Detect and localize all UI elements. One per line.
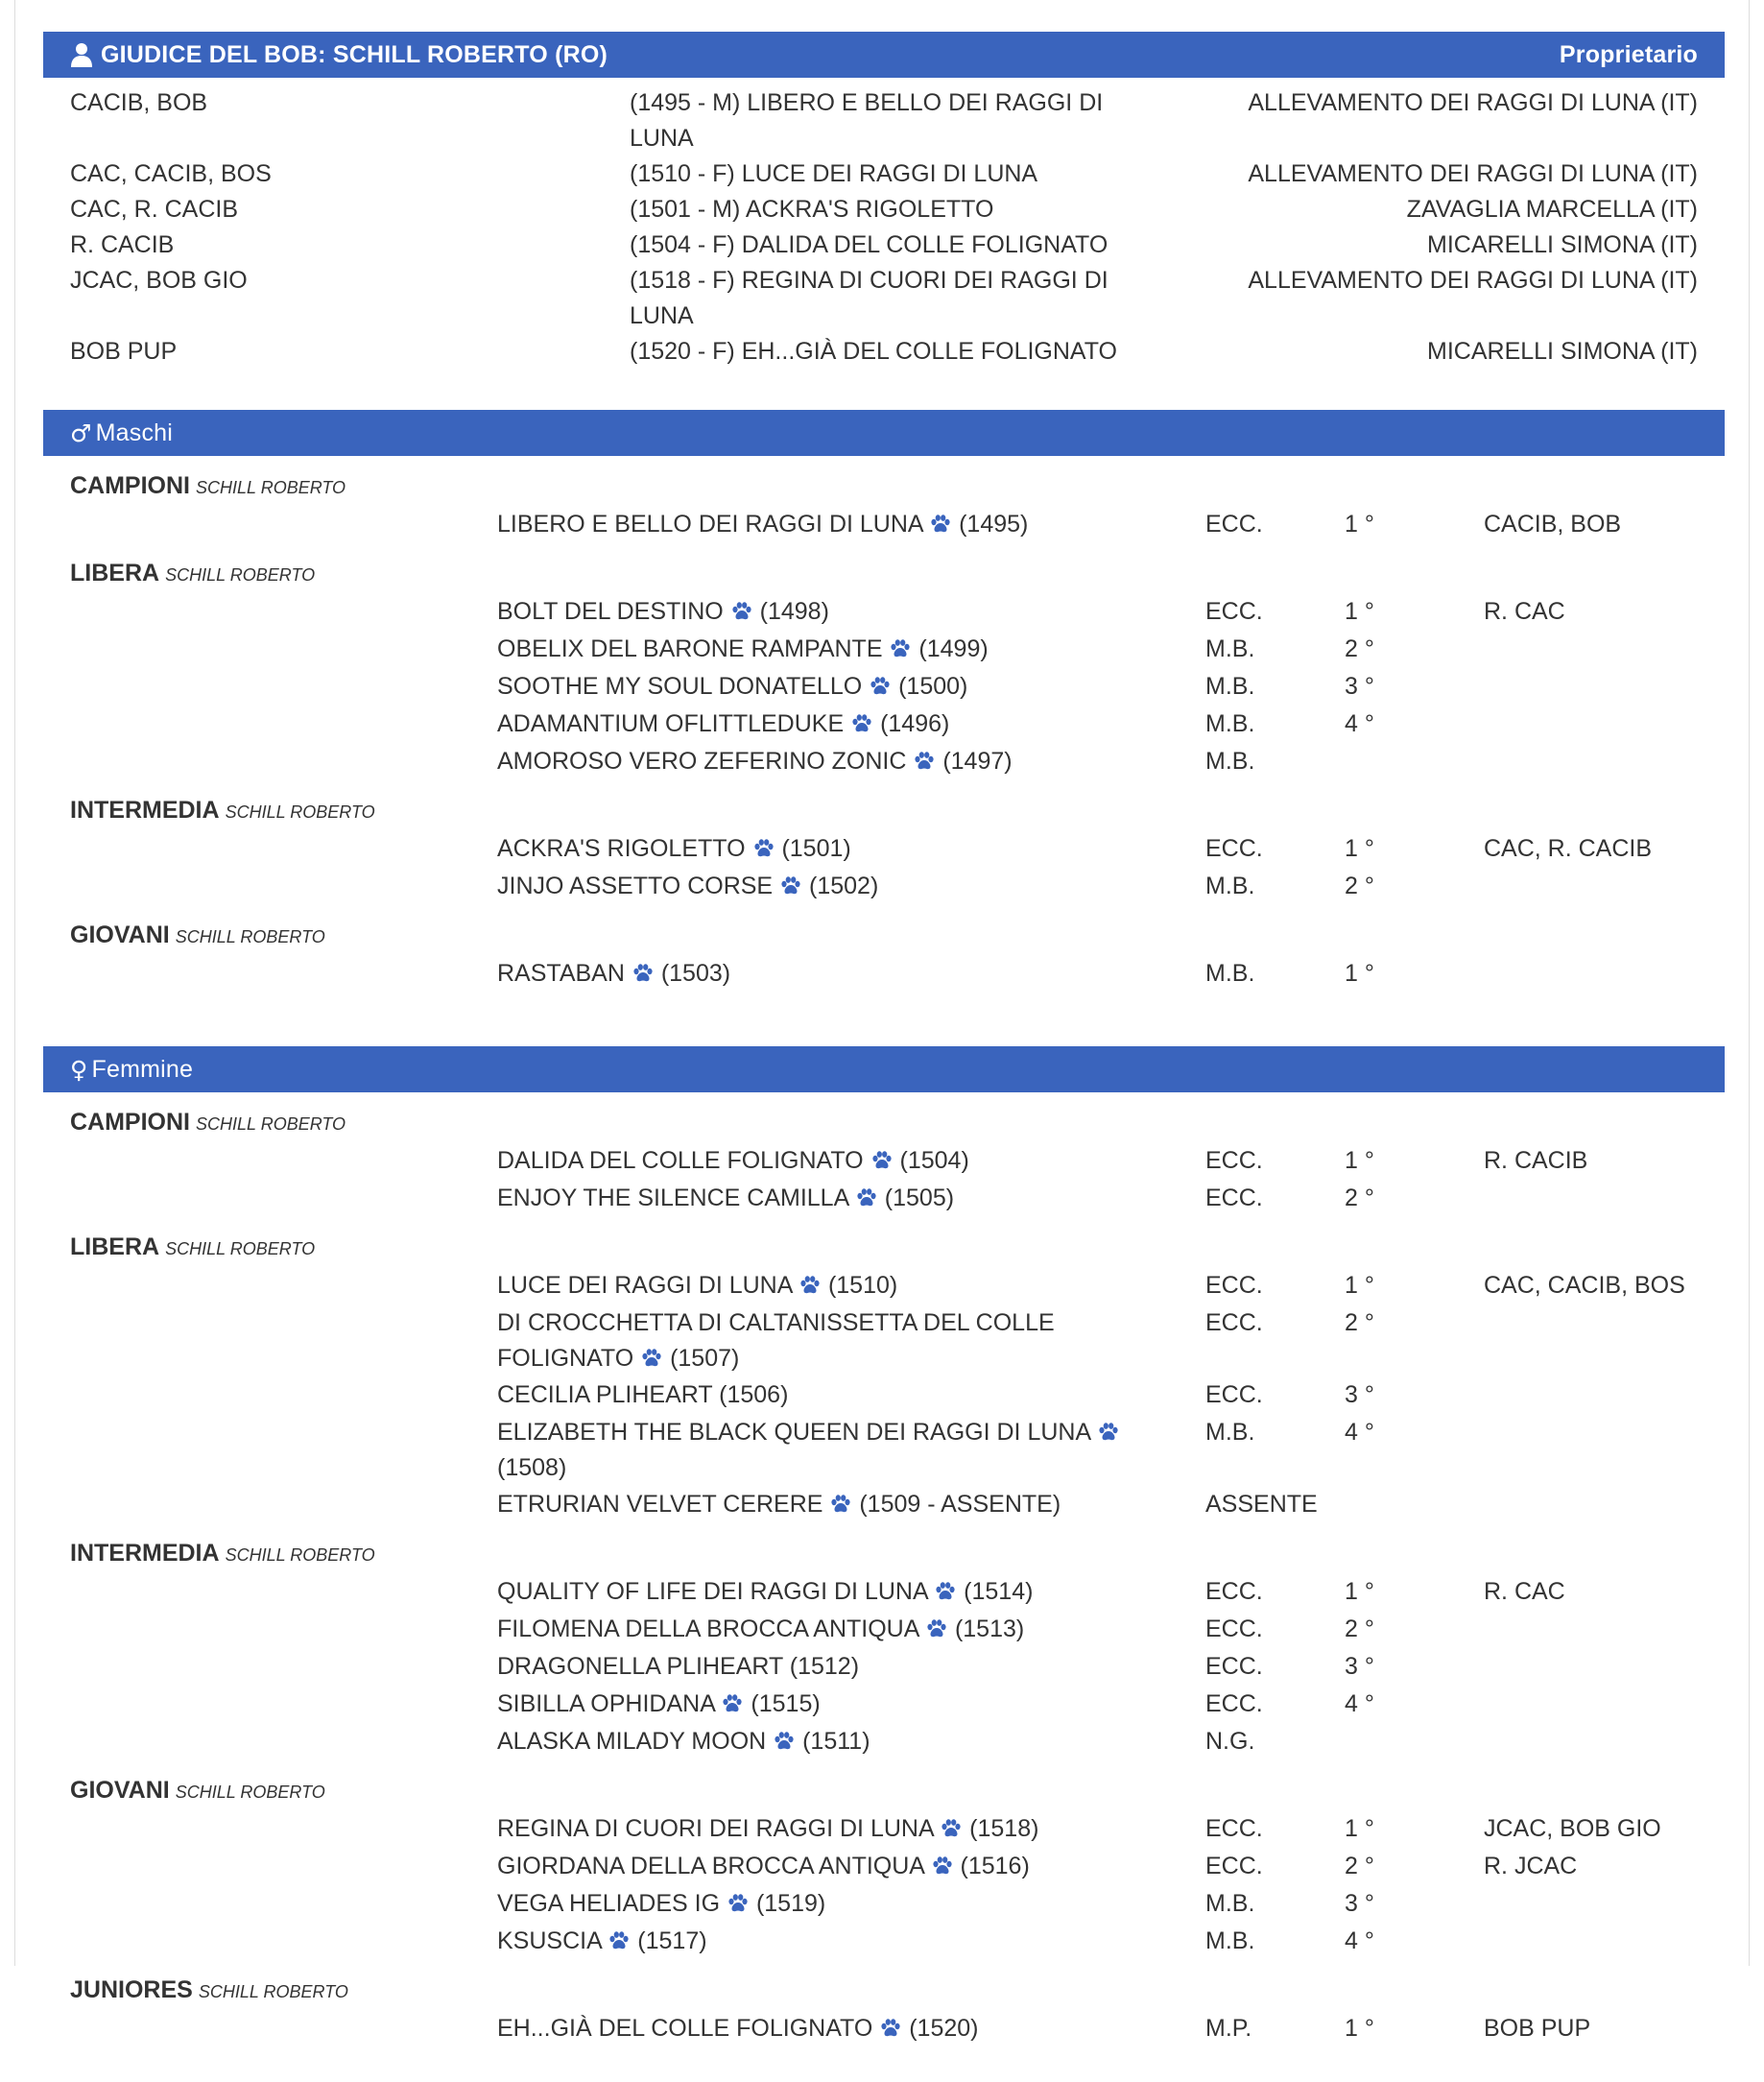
bob-dog-link[interactable]: (1501 - M) ACKRA'S RIGOLETTO [630,196,994,223]
entry-row [43,1304,1725,1376]
catalog-number: (1518) [969,1815,1039,1842]
catalog-number: (1504) [899,1147,969,1174]
entry-row [43,1486,1725,1523]
entry-row [43,1142,1725,1180]
entry-row [43,743,1725,780]
dog-name-link[interactable]: QUALITY OF LIFE DEI RAGGI DI LUNA [497,1578,928,1605]
class-header [43,1960,1725,2006]
qualification: ECC. [1205,1147,1263,1174]
bob-row [43,156,1725,192]
class-header [43,1092,1725,1138]
dog-name-link[interactable]: LIBERO E BELLO DEI RAGGI DI LUNA [497,511,923,538]
catalog-number: (1510) [827,1272,898,1299]
paw-icon[interactable] [774,1732,795,1751]
class-header [43,905,1725,951]
placement: 4 ° [1345,1927,1374,1954]
catalog-number: (1519) [755,1890,826,1917]
class-name: LIBERA [70,1233,160,1260]
catalog-number: (1500) [898,673,968,700]
section-maschi [43,410,1725,1027]
entry-row [43,1885,1725,1923]
entry-name [497,706,1131,742]
qualification: ECC. [1205,1653,1263,1680]
dog-name-link[interactable]: DALIDA DEL COLLE FOLIGNATO [497,1147,864,1174]
dog-name-link[interactable]: DRAGONELLA PLIHEART [497,1653,783,1680]
entry-row [43,1376,1725,1414]
paw-icon[interactable] [856,1188,877,1208]
section-femmine [43,1046,1725,2082]
entry-row [43,2010,1725,2047]
section-title: Femmine [91,1055,194,1083]
bob-award: R. CACIB [70,231,175,258]
class-sections [43,410,1725,2082]
bob-award: JCAC, BOB GIO [70,267,248,294]
paw-icon[interactable] [930,515,951,534]
entry-name [497,668,1131,705]
bob-dog-link[interactable]: (1504 - F) DALIDA DEL COLLE FOLIGNATO [630,231,1108,258]
bob-row [43,334,1725,370]
catalog-number: (1498) [759,598,829,625]
dog-name-link[interactable]: ALASKA MILADY MOON [497,1728,767,1755]
dog-name-link[interactable]: BOLT DEL DESTINO [497,598,724,625]
paw-icon[interactable] [851,714,872,733]
placement: 1 ° [1345,1815,1374,1842]
entry-row [43,955,1725,993]
bob-award: CACIB, BOB [70,89,208,116]
placement: 1 ° [1345,2015,1374,2042]
dog-name-link[interactable]: ACKRA'S RIGOLETTO [497,835,746,862]
bob-dog-link[interactable]: (1518 - F) REGINA DI CUORI DEI RAGGI DI LUNA [630,267,1108,329]
placement: 3 ° [1345,673,1374,700]
qualification: M.B. [1205,1890,1255,1917]
qualification: ECC. [1205,1615,1263,1642]
qualification: ECC. [1205,1309,1263,1336]
class-name: GIOVANI [70,1777,170,1804]
paw-icon[interactable] [941,1819,962,1838]
section-header [43,410,1725,456]
class-name: CAMPIONI [70,1109,190,1136]
entry-row [43,1810,1725,1848]
qualification: M.B. [1205,635,1255,662]
catalog-number: (1496) [880,710,950,737]
placement: 1 ° [1345,1272,1374,1299]
class-judge: SCHILL ROBERTO [175,1783,325,1802]
dog-name-link[interactable]: SOOTHE MY SOUL DONATELLO [497,673,863,700]
bob-award: CAC, R. CACIB [70,196,239,223]
qualification: N.G. [1205,1728,1255,1755]
entry-row [43,1611,1725,1648]
entry-name [497,1142,1131,1179]
entry-name [497,1304,1131,1376]
entry-name [497,1810,1131,1847]
class-header [43,1760,1725,1807]
results-content [43,32,1725,2082]
catalog-number: (1512) [789,1653,860,1680]
class-judge: SCHILL ROBERTO [165,1239,316,1258]
entry-row [43,593,1725,631]
entry-name [497,2010,1131,2046]
bob-row [43,85,1725,156]
placement: 1 ° [1345,835,1374,862]
entry-row [43,1648,1725,1686]
placement: 4 ° [1345,710,1374,737]
placement: 1 ° [1345,511,1374,538]
entry-row [43,1180,1725,1217]
catalog-number: (1517) [637,1927,707,1954]
paw-icon[interactable] [780,876,801,896]
placement: 2 ° [1345,1185,1374,1211]
bob-dog-link[interactable]: (1510 - F) LUCE DEI RAGGI DI LUNA [630,160,1038,187]
bob-owner: MICARELLI SIMONA (IT) [1427,338,1698,365]
catalog-number: (1508) [497,1454,567,1481]
catalog-number: (1506) [719,1381,789,1408]
entry-name [497,1686,1131,1722]
entry-name [497,1611,1131,1647]
dog-name-link[interactable]: VEGA HELIADES IG [497,1890,721,1917]
entry-row [43,1414,1725,1486]
paw-icon[interactable] [880,2019,901,2038]
class-judge: SCHILL ROBERTO [175,927,325,946]
paw-icon[interactable] [932,1856,953,1876]
dog-name-link[interactable]: CECILIA PLIHEART [497,1381,713,1408]
placement: 1 ° [1345,598,1374,625]
paw-icon[interactable] [935,1582,956,1601]
catalog-number: (1511) [802,1728,870,1755]
dog-name-link[interactable]: FILOMENA DELLA BROCCA ANTIQUA [497,1615,919,1642]
class-name: CAMPIONI [70,472,190,499]
class-judge: SCHILL ROBERTO [225,1545,375,1565]
placement: 1 ° [1345,1578,1374,1605]
dog-name-link[interactable]: EH...GIÀ DEL COLLE FOLIGNATO [497,2015,873,2042]
catalog-number: (1501) [781,835,851,862]
qualification: M.B. [1205,960,1255,987]
qualification: ECC. [1205,1815,1263,1842]
entry-row [43,1923,1725,1960]
paw-icon[interactable] [914,752,935,771]
dog-name-link[interactable]: LUCE DEI RAGGI DI LUNA [497,1272,793,1299]
section-title: Maschi [95,419,174,446]
class-judge: SCHILL ROBERTO [165,565,316,585]
placement: 3 ° [1345,1381,1374,1408]
catalog-number: (1516) [960,1853,1030,1879]
catalog-number: (1502) [809,873,879,899]
dog-name-link[interactable]: KSUSCIA [497,1927,602,1954]
entry-row [43,506,1725,543]
paw-icon[interactable] [722,1694,743,1713]
class-header [43,543,1725,589]
entry-name [497,955,1131,992]
award: R. CAC [1484,598,1565,625]
female-icon: ♀ [70,1055,88,1084]
class-name: GIOVANI [70,921,170,948]
class-header [43,456,1725,502]
catalog-number: (1509 - ASSENTE) [859,1491,1061,1518]
qualification: ECC. [1205,1578,1263,1605]
award: JCAC, BOB GIO [1484,1815,1661,1842]
catalog-number: (1495) [959,511,1029,538]
paw-icon[interactable] [727,1894,749,1913]
entry-row [43,1267,1725,1304]
class-name: INTERMEDIA [70,1540,220,1567]
dog-name-link[interactable]: ADAMANTIUM OFLITTLEDUKE [497,710,845,737]
entry-name [497,1267,1131,1304]
catalog-number: (1505) [884,1185,955,1211]
entry-row [43,1723,1725,1760]
section-header [43,1046,1725,1092]
entry-name [497,1723,1131,1759]
bob-dog-link[interactable]: (1520 - F) EH...GIÀ DEL COLLE FOLIGNATO [630,338,1118,365]
paw-icon[interactable] [753,839,775,858]
entry-row [43,1573,1725,1611]
bob-results-table [43,85,1725,391]
class-header [43,780,1725,826]
user-icon [70,42,93,67]
paw-icon[interactable] [632,964,654,983]
entry-name [497,830,1131,867]
dog-name-link[interactable]: AMOROSO VERO ZEFERINO ZONIC [497,748,907,775]
placement: 2 ° [1345,1853,1374,1879]
bob-owner: MICARELLI SIMONA (IT) [1427,231,1698,258]
entry-row [43,830,1725,868]
paw-icon[interactable] [608,1931,630,1950]
entry-row [43,668,1725,706]
bob-row [43,263,1725,334]
qualification: ECC. [1205,1381,1263,1408]
bob-award: CAC, CACIB, BOS [70,160,272,187]
award: CAC, R. CACIB [1484,835,1653,862]
entry-name [497,1923,1131,1959]
entry-name [497,1848,1131,1884]
entry-row [43,631,1725,668]
entry-name [497,506,1131,542]
class-name: INTERMEDIA [70,797,220,824]
paw-icon[interactable] [926,1619,947,1639]
catalog-number: (1499) [918,635,989,662]
male-icon: ♂ [70,419,92,447]
class-judge: SCHILL ROBERTO [225,802,375,822]
class-name: LIBERA [70,560,160,586]
placement: 3 ° [1345,1890,1374,1917]
qualification: M.B. [1205,673,1255,700]
qualification: M.B. [1205,873,1255,899]
dog-name-link[interactable]: GIORDANA DELLA BROCCA ANTIQUA [497,1853,924,1879]
dog-name-link[interactable]: OBELIX DEL BARONE RAMPANTE [497,635,883,662]
paw-icon[interactable] [870,677,891,696]
class-judge: SCHILL ROBERTO [198,1982,348,2001]
results-page [14,0,1750,2042]
catalog-number: (1503) [660,960,731,987]
dog-name-link[interactable]: SIBILLA OPHIDANA [497,1690,715,1717]
placement: 3 ° [1345,1653,1374,1680]
dog-name-link[interactable]: REGINA DI CUORI DEI RAGGI DI LUNA [497,1815,934,1842]
catalog-number: (1515) [751,1690,821,1717]
qualification: ECC. [1205,598,1263,625]
award: R. CAC [1484,1578,1565,1605]
catalog-number: (1507) [670,1345,740,1372]
award: R. CACIB [1484,1147,1588,1174]
placement: 2 ° [1345,635,1374,662]
entry-name [497,1180,1131,1216]
entry-name [497,1885,1131,1922]
class-header [43,1523,1725,1569]
qualification: ECC. [1205,511,1263,538]
qualification: M.P. [1205,2015,1252,2042]
qualification: ASSENTE [1205,1491,1318,1518]
award: R. JCAC [1484,1853,1578,1879]
owner-column-header: Proprietario [1559,40,1698,68]
qualification: M.B. [1205,748,1255,775]
placement: 1 ° [1345,1147,1374,1174]
entry-row [43,868,1725,905]
bob-judge-label: GIUDICE DEL BOB: SCHILL ROBERTO (RO) [101,40,608,68]
catalog-number: (1520) [909,2015,979,2042]
class-judge: SCHILL ROBERTO [196,1114,346,1134]
bob-owner: ALLEVAMENTO DEI RAGGI DI LUNA (IT) [1248,267,1698,294]
bob-dog-link[interactable]: (1495 - M) LIBERO E BELLO DEI RAGGI DI LUNA [630,89,1104,152]
entry-name [497,1376,1131,1413]
class-judge: SCHILL ROBERTO [196,478,346,497]
entry-name [497,1486,1131,1522]
paw-icon[interactable] [799,1276,821,1295]
paw-icon[interactable] [830,1495,851,1514]
catalog-number: (1514) [964,1578,1034,1605]
qualification: ECC. [1205,1272,1263,1299]
qualification: ECC. [1205,1185,1263,1211]
entry-row [43,1686,1725,1723]
bob-row [43,192,1725,227]
award: BOB PUP [1484,2015,1591,2042]
placement: 4 ° [1345,1419,1374,1446]
placement: 2 ° [1345,873,1374,899]
bob-owner: ZAVAGLIA MARCELLA (IT) [1406,196,1698,223]
placement: 1 ° [1345,960,1374,987]
bob-row [43,227,1725,263]
paw-icon[interactable] [731,602,752,621]
dog-name-link[interactable]: JINJO ASSETTO CORSE [497,873,774,899]
qualification: ECC. [1205,835,1263,862]
section-body [43,456,1725,1027]
placement: 2 ° [1345,1615,1374,1642]
paw-icon[interactable] [641,1349,662,1368]
entry-name [497,593,1131,630]
class-name: JUNIORES [70,1976,193,2003]
qualification: M.B. [1205,710,1255,737]
entry-row [43,706,1725,743]
dog-name-link[interactable]: RASTABAN [497,960,625,987]
entry-name [497,743,1131,779]
qualification: ECC. [1205,1690,1263,1717]
award: CAC, CACIB, BOS [1484,1272,1685,1299]
entry-name [497,868,1131,904]
dog-name-link[interactable]: ELIZABETH THE BLACK QUEEN DEI RAGGI DI LUNA [497,1419,1090,1446]
bob-award: BOB PUP [70,338,178,365]
class-header [43,1217,1725,1263]
entry-name [497,631,1131,667]
paw-icon[interactable] [890,639,911,658]
dog-name-link[interactable]: ETRURIAN VELVET CERERE [497,1491,823,1518]
placement: 4 ° [1345,1690,1374,1717]
placement: 2 ° [1345,1309,1374,1336]
qualification: M.B. [1205,1927,1255,1954]
section-body [43,1092,1725,2082]
bob-owner: ALLEVAMENTO DEI RAGGI DI LUNA (IT) [1248,160,1698,187]
entry-name [497,1414,1131,1486]
entry-name [497,1648,1131,1685]
qualification: M.B. [1205,1419,1255,1446]
catalog-number: (1497) [942,748,1013,775]
dog-name-link[interactable]: DI CROCCHETTA DI CALTANISSETTA DEL COLLE FOLIGNATO [497,1309,1055,1372]
award: CACIB, BOB [1484,511,1622,538]
qualification: ECC. [1205,1853,1263,1879]
paw-icon[interactable] [871,1151,893,1170]
dog-name-link[interactable]: ENJOY THE SILENCE CAMILLA [497,1185,848,1211]
entry-row [43,1848,1725,1885]
catalog-number: (1513) [954,1615,1025,1642]
paw-icon[interactable] [1098,1423,1119,1442]
bob-judge-header [43,32,1725,78]
entry-name [497,1573,1131,1610]
bob-owner: ALLEVAMENTO DEI RAGGI DI LUNA (IT) [1248,89,1698,116]
